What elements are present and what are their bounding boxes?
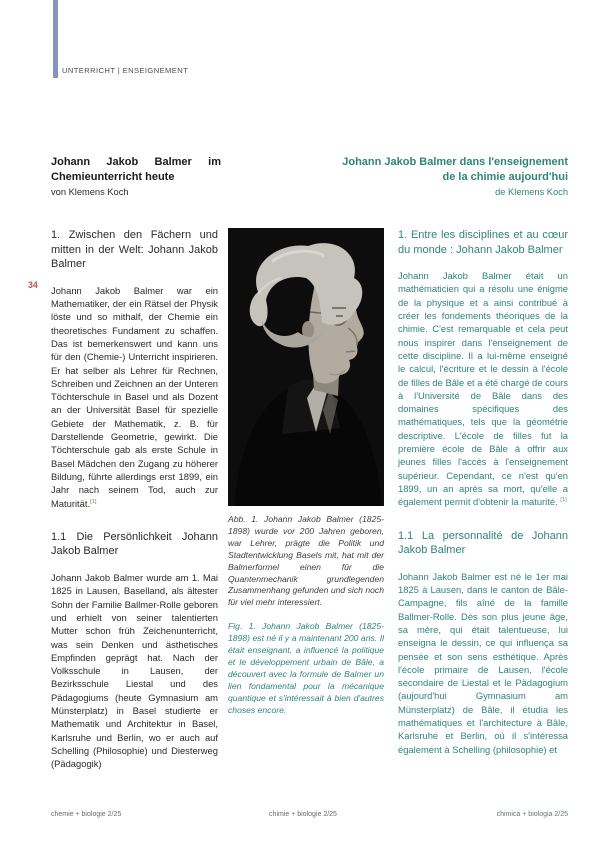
german-heading-1: 1. Zwischen den Fächern und mitten in der Welt: Johann Jakob Balmer — [51, 229, 218, 271]
german-paragraph-1 — [51, 284, 218, 510]
balmer-portrait-photo — [228, 228, 384, 506]
footnote-marker-french: [1] — [560, 497, 567, 504]
byline-french: de Klemens Koch — [495, 187, 568, 197]
french-paragraph-1-text: Johann Jakob Balmer était un mathématicien qui a résolu une énigme de la physique et a ainsi contribué à créer les fondements théoriques de la chimie. C'est remarquable et cela peut nous inspirer dans l'enseignement de cette discipline. Il a lui-même enseigné le calcul, l'écriture et le dessin à l'école de filles de Bâle et a été chargé de cours à l'Université de Bâle dans des domaines spécifiques des mathématiques, tels que la géométrie descriptive. L'école de filles fut la première école de Bâle à offrir aux jeunes filles l'accès à l'enseignement supérieur. Cependant, ce n'est qu'en 1899, un an après sa mort, qu'elle a également permit d'obtenir la maturité. — [398, 270, 568, 508]
article-title-german-block — [51, 155, 221, 197]
article-title-german: Johann Jakob Balmer im Chemieunterricht heute — [51, 156, 221, 183]
article-title-french-block — [330, 155, 568, 197]
footer-italian-edition: chimica + biologia 2/25 — [496, 811, 568, 818]
german-paragraph-2: Johann Jakob Balmer wurde am 1. Mai 1825 in Lausen, Baselland, als ältester Sohn der Familie Ballmer-Rolle geboren und erhielt von seiner talentierten Mutter schon früh Zeichenunterricht, was sein Denken und ästhetisches Empfinden geprägt hat. Nach der Volksschule in Lausen, der Bezirksschule Liestal und des Pädagogiums (heute Gymnasium am Münsterplatz) in Basel studierte er Mathematik und Architektur in Basel, Karlsruhe und Berlin, wo er auch auf Schelling (Philosophie) und Diesterweg (Pädagogik) — [51, 572, 218, 770]
footer-german-edition: chemie + biologie 2/25 — [51, 811, 122, 818]
byline-german: von Klemens Koch — [51, 187, 129, 197]
figure-caption-french: Fig. 1. Johann Jakob Balmer (1825-1898) est né il y a maintenant 200 ans. Il était enseignant, a influencé la politique et le développement urbain de Bâle, a découvert avec la formule de Balmer un lien fondamental pour la mécanique quantique et s'intéressait à bien d'autres choses encore. — [228, 621, 384, 715]
footer-french-edition: chimie + biologie 2/25 — [269, 811, 337, 818]
french-heading-2: 1.1 La personnalité de Johann Jakob Balmer — [398, 529, 568, 557]
french-paragraph-2: Johann Jakob Balmer est né le 1er mai 1825 à Lausen, dans le canton de Bâle-Campagne, fils aîné de la famille Ballmer-Rolle. Dès son plus jeune âge, sa mère, qui était talentueuse, lui enseigna le dessin, ce qui influença sa pensée et son sens esthétique. Après l'école primaire de Lausen, l'école secondaire de Liestal et le Pädagogium (aujourd'hui Gymnasium am Münsterplatz) de Bâle, il étudia les mathématiques et l'architecture à Bâle, Karlsruhe et Berlin, où il s'intéressa également à Schelling (philosophie) et — [398, 570, 568, 755]
column-german — [51, 228, 218, 770]
french-paragraph-1 — [398, 269, 568, 508]
footnote-marker-german: [1] — [90, 498, 97, 505]
figure-column — [228, 228, 384, 717]
figure-caption-german: Abb. 1. Johann Jakob Balmer (1825-1898) wurde vor 200 Jahren geboren, war Lehrer, prägte die Politik und Stadtentwicklung Basels mit, hat mit der Balmerformel einen für die Quantenmechanik grundlegenden Zusammenhang gefunden und sich noch für viel mehr interessiert. — [228, 514, 384, 608]
german-heading-2: 1.1 Die Persönlichkeit Johann Jakob Balmer — [51, 530, 218, 558]
column-french — [398, 228, 568, 756]
section-marker-bar — [53, 0, 58, 78]
page-number: 34 — [28, 280, 38, 290]
section-label: UNTERRICHT | ENSEIGNEMENT — [62, 66, 189, 75]
article-title-french: Johann Jakob Balmer dans l'enseignement de la chimie aujourd'hui — [342, 156, 568, 183]
german-paragraph-1-text: Johann Jakob Balmer war ein Mathematiker, der ein Rätsel der Physik löste und so mithalf, der Chemie ein theoretisches Fundament zu schaffen. Das ist bemerkenswert und kann uns für den (Chemie-) Unterricht inspirieren. Er hat selber als Lehrer für Rechnen, Schreiben und Zeichnen an der Unteren Töchterschule in Basel und als Dozent an der Universität Basel für spezielle Gebiete der Mathematik, z. B. für Darstellende Geometrie, gewirkt. Die Töchterschule gab als erste Schule in Basel Mädchen den Zugang zu höherer Bildung, führte allerdings erst 1899, ein Jahr nach seinem Tod, auch zur Maturität. — [51, 284, 218, 509]
french-heading-1: 1. Entre les disciplines et au cœur du monde : Johann Jakob Balmer — [398, 229, 568, 256]
